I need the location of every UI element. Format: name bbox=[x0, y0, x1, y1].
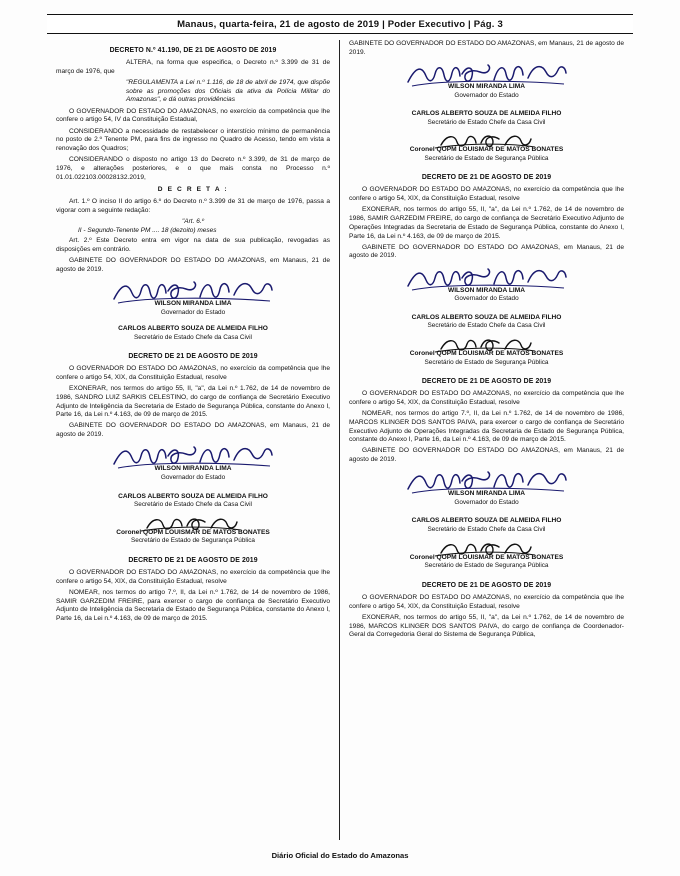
security-secretary-name: Coronel QOPM LOUISMAR DE MATOS BONATES bbox=[409, 553, 564, 561]
security-secretary-role: Secretário de Estado de Segurança Pública bbox=[131, 537, 255, 545]
security-secretary-role: Secretário de Estado de Segurança Pública bbox=[424, 358, 549, 366]
security-secretary-name: Coronel QOPM LOUISMAR DE MATOS BONATES bbox=[116, 528, 270, 536]
decree-title: DECRETO DE 21 DE AGOSTO DE 2019 bbox=[421, 174, 552, 182]
page-footer: Diário Oficial do Estado do Amazonas bbox=[271, 851, 409, 860]
decree-gabinete: GABINETE DO GOVERNADOR DO ESTADO DO AMAZONAS, em Manaus, 21 de agosto de 2019. bbox=[56, 422, 330, 439]
decree-title: DECRETO N.º 41.190, DE 21 DE AGOSTO DE 2019 bbox=[109, 47, 277, 54]
signature-governor bbox=[349, 264, 624, 304]
decree-body: EXONERAR, nos termos do artigo 55, II, "a", da Lei n.º 1.762, de 14 de novembro de 1986, SAMIR GARZEDIM FREIRE, do cargo de confiança de Secretário Executivo Adjunto de Operações Integradas da Secretaria de Estado de Segurança Pública, constante do Anexo I, Parte 16, da Lei n.º 4.163, de 09 de março de 2015. bbox=[349, 206, 624, 240]
decree-body: EXONERAR, nos termos do artigo 55, II, "a", da Lei n.º 1.762, de 14 de novembro de 1986, MARCOS KLINGER DOS SANTOS PAIVA, do cargo de confiança de Coordenador-Geral da Corregedoria Geral do Sistema de Segurança Pública, bbox=[349, 613, 624, 639]
civil-house-name: CARLOS ALBERTO SOUZA DE ALMEIDA FILHO bbox=[118, 492, 268, 500]
handwritten-signature-icon bbox=[56, 442, 330, 468]
decree-considerando-2: CONSIDERANDO o disposto no artigo 13 do Decreto n.º 3.399, de 31 de março de 1976, e alterações posteriores, e o que mais consta no Processo n.º 01.01.022103.00028132.2019, bbox=[56, 156, 330, 181]
signature-civil-house bbox=[56, 493, 330, 510]
decree-preamble: O GOVERNADOR DO ESTADO DO AMAZONAS, no exercício da competência que lhe confere o artigo 54, XIX, da Constituição Estadual, resolve bbox=[349, 186, 624, 203]
signature-security bbox=[349, 335, 624, 367]
decree-title: DECRETO DE 21 DE AGOSTO DE 2019 bbox=[421, 378, 552, 386]
decree-article-1: Art. 1.º O inciso II do artigo 6.º do Decreto n.º 3.399 de 31 de março de 1976, passa a vigorar com a seguinte redação: bbox=[56, 197, 330, 214]
security-secretary-role: Secretário de Estado de Segurança Pública bbox=[424, 154, 549, 162]
decree-gabinete: GABINETE DO GOVERNADOR DO ESTADO DO AMAZONAS, em Manaus, 21 de agosto de 2019. bbox=[56, 256, 330, 273]
governor-name: WILSON MIRANDA LIMA bbox=[447, 490, 526, 498]
decree-title: DECRETO DE 21 DE AGOSTO DE 2019 bbox=[128, 353, 258, 361]
handwritten-signature-icon bbox=[349, 335, 624, 353]
governor-role: Governador do Estado bbox=[160, 474, 226, 482]
civil-house-role: Secretário de Estado Chefe da Casa Civil bbox=[134, 501, 252, 509]
handwritten-signature-icon bbox=[56, 277, 330, 303]
decree-gabinete: GABINETE DO GOVERNADOR DO ESTADO DO AMAZONAS, em Manaus, 21 de agosto de 2019. bbox=[349, 447, 624, 464]
header-text: Manaus, quarta-feira, 21 de agosto de 2019 | Poder Executivo | Pág. 3 bbox=[177, 18, 503, 30]
decree-body: EXONERAR, nos termos do artigo 55, II, "a", da Lei n.º 1.762, de 14 de novembro de 1986, SANDRO LUIZ SARKIS CELESTINO, do cargo de confiança de Secretário Executivo Adjunto de Inteligência da Secretaria de Estado de Segurança Pública, constante do Anexo I, Parte 16, da Lei n.º 4.163, de 09 de março de 2015. bbox=[56, 385, 330, 419]
signature-governor bbox=[349, 60, 624, 100]
signature-civil-house bbox=[349, 110, 624, 127]
civil-house-role: Secretário de Estado Chefe da Casa Civil bbox=[427, 118, 546, 126]
governor-role: Governador do Estado bbox=[454, 499, 519, 507]
governor-role: Governador do Estado bbox=[160, 308, 226, 316]
civil-house-name: CARLOS ALBERTO SOUZA DE ALMEIDA FILHO bbox=[411, 517, 562, 525]
civil-house-role: Secretário de Estado Chefe da Casa Civil bbox=[134, 333, 252, 341]
right-column bbox=[340, 40, 633, 840]
decree-preamble: O GOVERNADOR DO ESTADO DO AMAZONAS, no exercício da competência que lhe confere o artigo 54, XIX, da Constituição Estadual, resolve bbox=[349, 390, 624, 406]
left-column bbox=[47, 40, 340, 840]
decree-body: NOMEAR, nos termos do artigo 7.º, II, da Lei n.º 1.762, de 14 de novembro de 1986, SAMIR GARZEDIM FREIRE, para exercer o cargo de confiança de Secretário Executivo Adjunto de Inteligência da Secretaria de Estado de Segurança Pública, constante do Anexo I, Parte 16, da Lei n.º 4.163, de 09 de março de 2015. bbox=[56, 588, 330, 622]
civil-house-name: CARLOS ALBERTO SOUZA DE ALMEIDA FILHO bbox=[411, 313, 562, 321]
signature-governor bbox=[349, 467, 624, 507]
decree-exoneration-sandro bbox=[56, 352, 330, 546]
decree-gabinete: GABINETE DO GOVERNADOR DO ESTADO DO AMAZONAS, em Manaus, 21 de agosto de 2019. bbox=[349, 40, 624, 56]
civil-house-role: Secretário de Estado Chefe da Casa Civil bbox=[427, 322, 546, 330]
decree-preamble: O GOVERNADOR DO ESTADO DO AMAZONAS, no exercício da competência que lhe confere o artigo 54, IV da Constituição Estadual, bbox=[56, 107, 330, 124]
signature-governor bbox=[56, 277, 330, 317]
decree-title: DECRETO DE 21 DE AGOSTO DE 2019 bbox=[128, 556, 258, 564]
governor-name: WILSON MIRANDA LIMA bbox=[154, 465, 232, 473]
governor-role: Governador do Estado bbox=[454, 295, 519, 303]
handwritten-signature-icon bbox=[349, 467, 624, 493]
decree-quote-header: "Art. 6.º bbox=[181, 217, 205, 225]
two-column-layout bbox=[47, 40, 633, 840]
decree-quote-item: II - Segundo-Tenente PM .... 18 (dezoito) meses bbox=[78, 227, 217, 235]
governor-name: WILSON MIRANDA LIMA bbox=[447, 82, 526, 90]
handwritten-signature-icon bbox=[349, 131, 624, 149]
signature-civil-house bbox=[56, 325, 330, 342]
handwritten-signature-icon bbox=[56, 514, 330, 532]
signature-security bbox=[349, 131, 624, 163]
security-secretary-name: Coronel QOPM LOUISMAR DE MATOS BONATES bbox=[409, 349, 564, 357]
governor-name: WILSON MIRANDA LIMA bbox=[447, 286, 526, 294]
civil-house-name: CARLOS ALBERTO SOUZA DE ALMEIDA FILHO bbox=[411, 110, 562, 118]
decree-preamble: O GOVERNADOR DO ESTADO DO AMAZONAS, no exercício da competência que lhe confere o artigo 54, XIX, da Constituição Estadual, resolve bbox=[56, 365, 330, 381]
governor-role: Governador do Estado bbox=[454, 91, 519, 99]
decree-considerando-1: CONSIDERANDO a necessidade de restabelecer o interstício mínimo de permanência no posto de 2.º Tenente PM, para fins de ingresso no Quadro de Acesso, tendo em vista a renovação dos Quadros; bbox=[56, 127, 330, 152]
decree-exoneration-samir bbox=[349, 173, 624, 367]
decree-appointment-marcos bbox=[349, 377, 624, 571]
decreta-label: D E C R E T A : bbox=[157, 186, 229, 194]
decree-preamble: O GOVERNADOR DO ESTADO DO AMAZONAS, no exercício da competência que lhe confere o artigo 54, XIX, da Constituição Estadual, resolve bbox=[56, 568, 330, 585]
decree-exoneration-marcos bbox=[349, 581, 624, 640]
decree-body: NOMEAR, nos termos do artigo 7.º, II, da Lei n.º 1.762, de 14 de novembro de 1986, MARCOS KLINGER DOS SANTOS PAIVA, para exercer o cargo de confiança de Secretário Executivo Adjunto de Operações Integradas da Secretaria de Estado de Segurança Pública, constante do Anexo I, Parte 16, da Lei n.º 4.163, de 09 de março de 2015. bbox=[349, 410, 624, 444]
decree-ementa-part2: "REGULAMENTA a Lei n.º 1.116, de 18 de abril de 1974, que dispõe sobre as promoções dos Oficiais da ativa da Polícia Militar do Amazonas", e dá outras providências bbox=[126, 79, 330, 104]
civil-house-name: CARLOS ALBERTO SOUZA DE ALMEIDA FILHO bbox=[118, 324, 268, 332]
decree-preamble: O GOVERNADOR DO ESTADO DO AMAZONAS, no exercício da competência que lhe confere o artigo 54, XIX, da Constituição Estadual, resolve bbox=[349, 593, 624, 610]
decree-ementa-part1: ALTERA, na forma que especifica, o Decreto n.º 3.399 de 31 de março de 1976, que bbox=[56, 59, 330, 75]
signature-security bbox=[56, 514, 330, 546]
security-secretary-role: Secretário de Estado de Segurança Pública bbox=[424, 562, 549, 570]
civil-house-role: Secretário de Estado Chefe da Casa Civil bbox=[427, 526, 546, 534]
signature-governor bbox=[56, 442, 330, 482]
decree-article-2: Art. 2.º Este Decreto entra em vigor na data de sua publicação, revogadas as disposições em contrário. bbox=[56, 237, 330, 253]
signature-civil-house bbox=[349, 314, 624, 331]
handwritten-signature-icon bbox=[349, 539, 624, 557]
security-secretary-name: Coronel QOPM LOUISMAR DE MATOS BONATES bbox=[409, 146, 564, 154]
decree-41190 bbox=[56, 46, 330, 342]
decree-gabinete: GABINETE DO GOVERNADOR DO ESTADO DO AMAZONAS, em Manaus, 21 de agosto de 2019. bbox=[349, 243, 624, 260]
continued-gabinete-block bbox=[349, 40, 624, 163]
signature-security bbox=[349, 539, 624, 571]
handwritten-signature-icon bbox=[349, 264, 624, 290]
decree-appointment-samir bbox=[56, 556, 330, 624]
signature-civil-house bbox=[349, 517, 624, 534]
handwritten-signature-icon bbox=[349, 60, 624, 86]
decree-title: DECRETO DE 21 DE AGOSTO DE 2019 bbox=[421, 581, 552, 589]
governor-name: WILSON MIRANDA LIMA bbox=[154, 299, 232, 307]
page-header bbox=[47, 14, 633, 34]
